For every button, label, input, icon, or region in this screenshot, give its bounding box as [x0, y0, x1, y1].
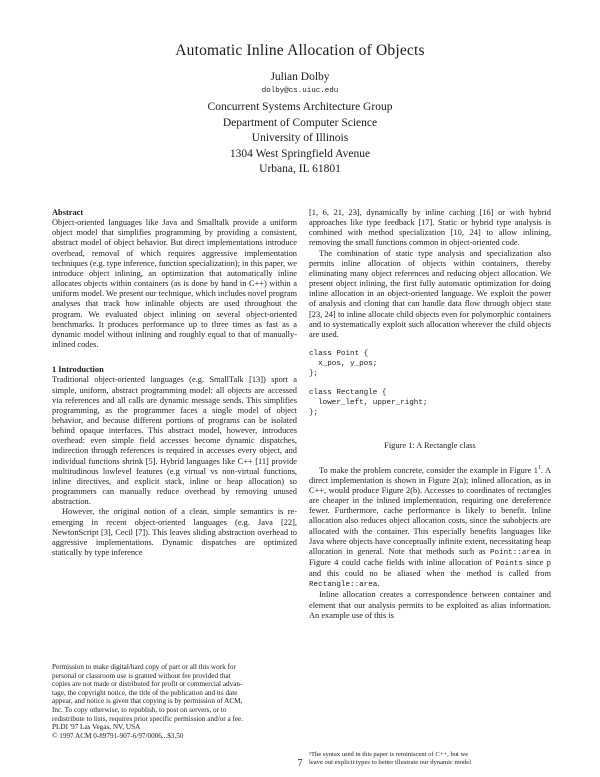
- footnote-line: appear, and notice is given that copying is by permission of ACM,: [52, 697, 243, 706]
- intro-paragraph: However, the original notion of a clean, simple semantics is re-emerging in recent object-oriented languages (e.g. Java [22], NewtonScript [3], Cecil [7]). This leaves sliding abstraction overhead to aggressive implementations. Dynamic dispatches are optimized statically by type inference: [52, 507, 297, 557]
- text-run: To make the problem concrete, consider the example in Figure 1: [319, 465, 538, 475]
- body-paragraph: Inline allocation creates a correspondence between container and element that our analysis permits to be exploited as alias information. An example use of this is: [309, 590, 551, 620]
- footnote-line: © 1997 ACM 0-89791-907-6/97/0006...$3.50: [52, 731, 184, 740]
- affiliation-line: Concurrent Systems Architecture Group: [207, 101, 393, 113]
- page-number: 7: [297, 758, 303, 769]
- paper-title: Automatic Inline Allocation of Objects: [175, 42, 425, 59]
- author-name: Julian Dolby: [270, 71, 330, 83]
- footnote-marker: 1: [537, 464, 541, 471]
- affiliation-line: Department of Computer Science: [222, 116, 378, 129]
- footnote-line: Inc. To copy otherwise, to republish, to post on servers, or to: [52, 705, 227, 714]
- code-line: };: [309, 369, 319, 378]
- code-line: lower_left, upper_right;: [309, 399, 428, 408]
- text-run: in Figure 4 could cache fields with inline allocation of: [309, 546, 551, 567]
- code-ref: Rectangle::area: [309, 581, 378, 590]
- code-ref: Points: [495, 559, 523, 568]
- copyright-footnote: [52, 663, 297, 740]
- affiliation-line: 1304 West Springfield Avenue: [229, 147, 371, 160]
- footnote-line: copies are not made or distributed for profit or commercial advan-: [52, 680, 243, 689]
- figure-caption: Figure 1: A Rectangle class: [384, 440, 476, 450]
- body-paragraph: [1, 6, 21, 23], dynamically by inline caching [16] or with hybrid approaches like type feedback [17]. Static or hybrid type analysis is combined with method specialization [10, 24] to allow inlining, removing the small functions common in object-oriented code.: [309, 208, 551, 248]
- footnote-line: ¹The syntax used in this paper is reminiscent of C++, but we: [309, 751, 469, 758]
- footnote-line: personal or classroom use is granted without fee provided that: [52, 671, 231, 680]
- footnote-line: redistribute to lists, requires prior specific permission and/or a fee.: [52, 714, 244, 723]
- code-line: };: [309, 408, 319, 417]
- code-ref: Point::area: [489, 548, 541, 557]
- code-line: class Point {: [309, 350, 369, 359]
- text-run: .: [377, 579, 380, 589]
- body-paragraph: [309, 463, 551, 591]
- intro-heading: 1 Introduction: [52, 365, 104, 375]
- text-run: since p and this could no be aliased when the method is called from: [309, 557, 551, 579]
- author-email: dolby@cs.uiuc.edu: [261, 87, 339, 95]
- text-run: . A direct implementation is shown in Figure 2(a); inlined allocation, as in C++, would produce Figure 2(b). Accesses to coordinates of rectangles are cheaper in the inlined implementation, requiring one dereference fewer. Furthermore, cache performance is likely to benefit. Inline allocation also reduces object allocation costs, since the subobjects are allocated with the container. This especially benefits languages like Java where objects have conceptually infinite extent, necessitating heap allocation in general. Note that methods such as: [309, 465, 551, 556]
- affiliation-line: Urbana, IL 61801: [259, 163, 341, 175]
- code-line: class Rectangle {: [309, 389, 387, 398]
- code-listing: [309, 350, 551, 419]
- left-column: [52, 208, 297, 558]
- code-line: x_pos, y_pos;: [309, 359, 378, 368]
- right-column: [309, 208, 551, 621]
- footnote-line: PLDI '97 Las Vegas, NV, USA: [52, 723, 141, 732]
- footnote-line: Permission to make digital/hard copy of part or all this work for: [52, 663, 236, 671]
- abstract-heading: Abstract: [52, 208, 84, 217]
- footnote-line: leave out explicit types to better illustrate our dynamic model: [309, 758, 472, 766]
- affiliation-block: [0, 100, 600, 178]
- affiliation-line: University of Illinois: [251, 132, 349, 144]
- abstract-text: Object-oriented languages like Java and Smalltalk provide a uniform object model that simplifies programming by providing a consistent, abstract model of object behavior. But direct implementations introduce overhead, removal of which requires aggressive implementation techniques (e.g. type inference, function specialization); in this paper, we introduce object inlining, an optimization that automatically inline allocates objects within containers (as is done by hand in C++) within a uniform model. We present our technique, which includes novel program analyses that track how inlinable objects are used throughout the program. We evaluated object inlining on several object-oriented benchmarks. It produces performance up to three times as fast as a dynamic model without inlining and roughly equal to that of manually-inlined codes.: [52, 218, 298, 350]
- code-line: [309, 379, 551, 389]
- footnote-line: tage, the copyright notice, the title of the publication and its date: [52, 688, 238, 697]
- intro-paragraph: Traditional object-oriented languages (e.g. SmallTalk [13]) sport a simple, uniform, abstract programming model: all objects are accessed via references and all calls are dynamic message sends. This simplifies programming, as the programmer faces a single model of object behavior, and because different portions of programs can be isolated behind opaque interfaces. This abstract model, however, introduces overhead: even simple field accesses become dynamic dispatches, indirection through references is required in accesses every object, and individual functions shrink [5]. Hybrid languages like C++ [11] provide multitudinous lowlevel features (e.g virtual vs non-virtual functions, inline directives, and explicit stack, inline or heap allocation) so programmers can manually reduce overhead by removing unused abstraction.: [52, 375, 297, 507]
- body-paragraph: The combination of static type analysis and specialization also permits inline allocation of objects within containers, thereby eliminating many object references and reducing object allocation. We present object inlining, the first fully automatic optimization for doing inline allocation in an object-oriented language. We exploit the power of analysis and cloning that can handle data flow through object state [23, 24] to inline allocate child objects even for polymorphic containers and to systematically exploit such allocation wherever the child objects are used.: [309, 248, 551, 339]
